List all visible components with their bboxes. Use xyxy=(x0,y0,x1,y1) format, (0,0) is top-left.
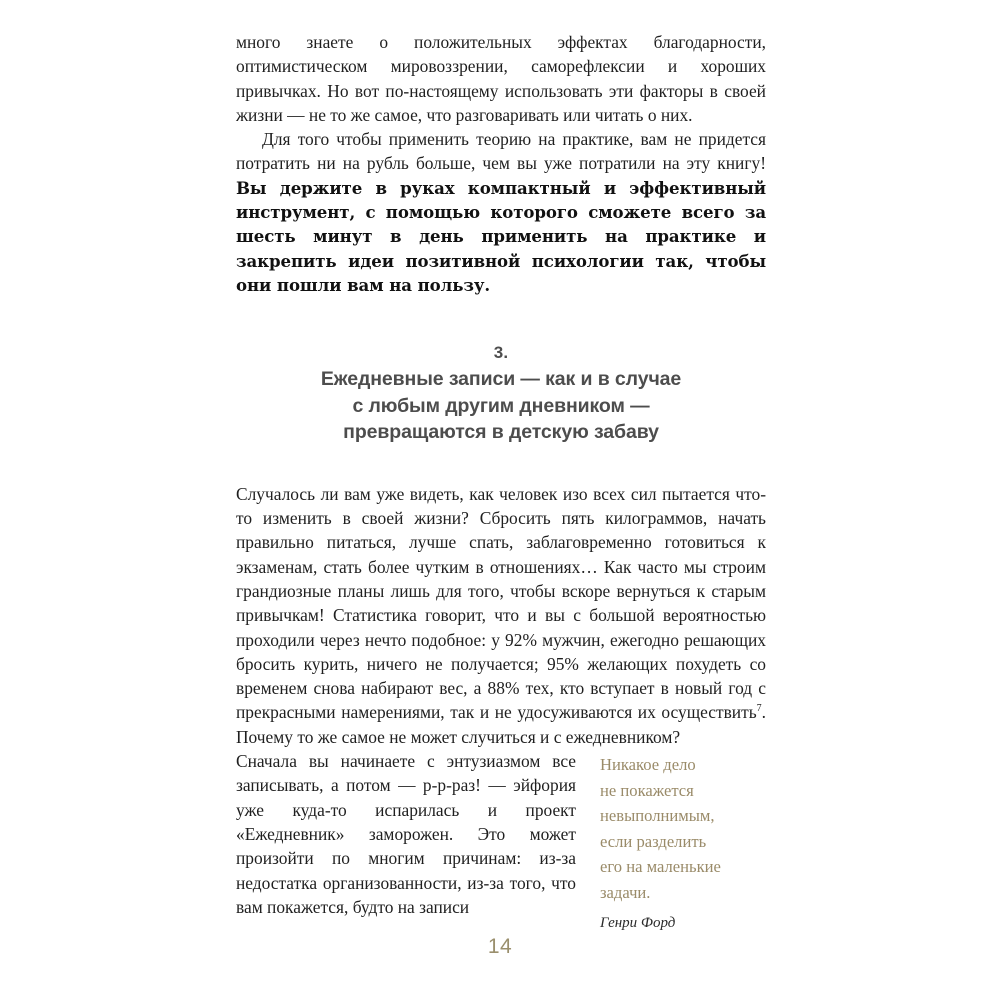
pull-quote-line-2: не покажется xyxy=(600,780,694,800)
pull-quote-line-1: Никакое дело xyxy=(600,755,696,775)
narrow-text-column xyxy=(236,749,576,919)
paragraph-statistics-text-b: . Почему то же самое не может случиться и с ежедневником? xyxy=(236,702,766,747)
pull-quote-line-6: задачи. xyxy=(600,882,651,902)
pull-quote-text xyxy=(600,752,770,905)
pull-quote xyxy=(600,752,770,934)
footnote-marker: 7 xyxy=(756,703,762,715)
paragraph-plain-run: Для того чтобы применить теорию на практике, вам не придется потратить ни на рубль больше, чем вы уже потратили на эту книгу! xyxy=(236,129,766,174)
paragraph-statistics xyxy=(236,482,766,749)
paragraph-theory-to-practice xyxy=(236,127,766,297)
pull-quote-line-5: его на маленькие xyxy=(600,857,721,877)
chapter-heading xyxy=(236,341,766,446)
paragraph-enthusiasm: Сначала вы начинаете с энтузиазмом все записывать, а потом — р-р-раз! — эйфория уже куда-то испарилась и проект «Ежедневник» заморожен. Это может произойти по многим причинам: из-за недостатка организованности, из-за того, что вам покажется, будто на записи xyxy=(236,751,576,917)
text-column xyxy=(236,30,766,932)
pull-quote-line-3: невыполнимым, xyxy=(600,806,715,826)
chapter-title xyxy=(236,366,766,446)
paragraph-statistics-text-a: Случалось ли вам уже видеть, как человек изо всех сил пытается что-то изменить в своей жизни? Сбросить пять килограммов, начать правильно питаться, лучше спать, заблаговременно готовиться к экзаменам, стать более чутким в отношениях… Как часто мы строим грандиозные планы лишь для того, чтобы вскоре вернуться к старым привычкам! Статистика говорит, что и вы с большой вероятностью проходили через нечто подобное: у 92% мужчин, ежегодно решающих бросить курить, ничего не получается; 95% желающих похудеть со временем снова набирают вес, а 88% тех, кто вступает в новый год с прекрасными намерениями, так и не удосуживаются их осуществить xyxy=(236,483,766,723)
pull-quote-author: Генри Форд xyxy=(600,915,676,932)
chapter-title-line-1: Ежедневные записи — как и в случае xyxy=(320,368,682,391)
paragraph-continuation: много знаете о положительных эффектах благодарности, оптимистическом мировоззрении, саморефлексии и хороших привычках. Но вот по-настоящему использовать эти факторы в своей жизни — не то же самое, что разговаривать или читать о них. xyxy=(236,32,766,125)
paragraph-bold-run: Вы держите в руках компактный и эффективный инструмент, с помощью которого сможете всего за шесть минут в день применить на практике и закрепить идеи позитивной психологии так, чтобы они пошли вам на пользу. xyxy=(236,177,766,295)
pull-quote-line-4: если разделить xyxy=(600,831,707,851)
chapter-title-line-3: превращаются в детскую забаву xyxy=(343,421,659,444)
chapter-number: 3. xyxy=(493,343,509,363)
two-column-region xyxy=(236,749,766,932)
chapter-title-line-2: с любым другим дневником — xyxy=(352,394,650,417)
page-number: 14 xyxy=(487,935,513,958)
